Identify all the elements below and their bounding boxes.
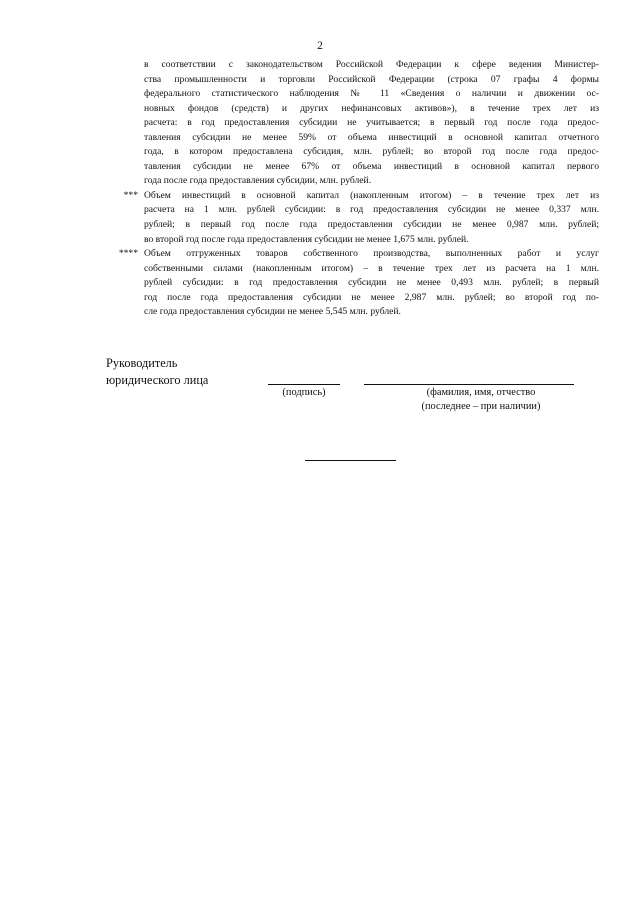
end-of-document-rule	[305, 460, 396, 461]
text-line: федерального статистического наблюдения № 11 «Сведения о наличии и движении ос-	[144, 88, 599, 100]
signatory-title-line2: юридического лица	[106, 373, 209, 387]
footnote-continuation	[144, 58, 599, 189]
footnote-investments	[123, 189, 599, 247]
text-line: Объем инвестиций в основной капитал (накопленным итогом) – в течение трех лет из	[144, 189, 599, 201]
text-line: в соответствии с законодательством Российской Федерации к сфере ведения Министер-	[144, 59, 599, 70]
page-number: 2	[317, 40, 323, 52]
text-line: сле года предоставления субсидии не менее 5,545 млн. рублей.	[144, 306, 401, 318]
text-line: тавления субсидии не менее 59% от объема инвестиций в основной капитал отчетного	[144, 131, 599, 143]
text-line: рублей; в первый год после года предоставления субсидии не менее 0,987 млн. рублей;	[144, 219, 599, 231]
text-line: год после года предоставления субсидии не менее 2,987 млн. рублей; во второй год по-	[144, 291, 599, 303]
footnotes	[118, 58, 599, 320]
text-line: тавления субсидии не менее 67% от объема инвестиций в основной капитал первого	[144, 160, 599, 172]
text-line: во второй год после года предоставления субсидии не менее 1,675 млн. рублей.	[144, 233, 469, 245]
name-field-line	[364, 384, 574, 385]
text-line: собственными силами (накопленным итогом) – в течение трех лет из расчета на 1 млн.	[144, 262, 599, 274]
footnote-shipped-goods	[118, 247, 599, 320]
text-line: года, в котором предоставлена субсидия, млн. рублей; во второй год после года предос-	[144, 146, 599, 158]
signature-block	[106, 355, 586, 412]
name-caption-line1: (фамилия, имя, отчество	[426, 387, 536, 398]
text-line: Объем отгруженных товаров собственного производства, выполненных работ и услуг	[144, 248, 599, 260]
text-line: новных фондов (средств) и других нефинансовых активов»), в течение трех лет из	[144, 102, 599, 114]
footnote-marker: ****	[118, 248, 138, 260]
text-line: расчета на 1 млн. рублей субсидии: в год предоставления субсидии не менее 0,337 млн.	[144, 204, 599, 216]
text-line: ства промышленности и торговли Российской Федерации (строка 07 графы 4 формы	[144, 73, 599, 85]
footnote-marker: ***	[123, 189, 138, 201]
signatory-title-line1: Руководитель	[106, 356, 178, 370]
signature-field-line	[268, 384, 340, 385]
name-caption	[376, 386, 586, 414]
text-line: расчета: в год предоставления субсидии не учитывается; в первый год после года предос-	[144, 117, 599, 129]
signature-caption: (подпись)	[282, 387, 326, 398]
text-line: рублей субсидии: в год предоставления субсидии не менее 0,493 млн. рублей; в первый	[144, 277, 599, 289]
text-line: года после года предоставления субсидии, млн. рублей.	[144, 175, 372, 187]
name-caption-line2: (последнее – при наличии)	[421, 401, 541, 412]
